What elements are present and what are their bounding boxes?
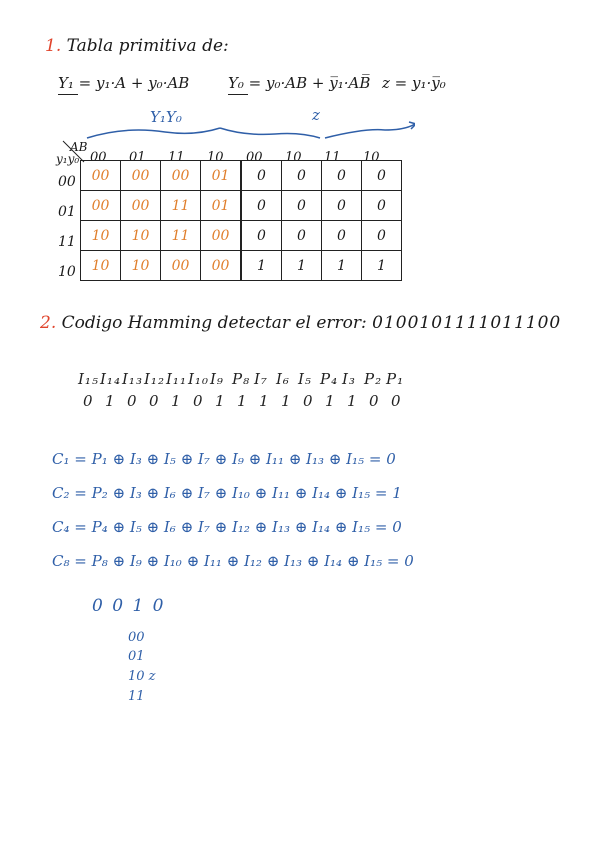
bit-value: 1 bbox=[281, 392, 292, 410]
kmap-cell: 0 bbox=[241, 191, 282, 221]
section1-number: 1. bbox=[45, 36, 62, 56]
check-name: C₄ bbox=[52, 518, 70, 536]
kmap-cell: 0 bbox=[282, 221, 322, 251]
kmap-cell: 10 bbox=[121, 251, 161, 281]
kmap-cell: 0 bbox=[362, 191, 402, 221]
check-expr: = P₈ ⊕ I₉ ⊕ I₁₀ ⊕ I₁₁ ⊕ I₁₂ ⊕ I₁₃ ⊕ I₁₄ ⊕ I₁₅ bbox=[74, 552, 383, 570]
kmap-cell: 0 bbox=[241, 221, 282, 251]
kmap-row-header: 00 bbox=[58, 174, 76, 190]
kmap-cell: 10 bbox=[81, 221, 121, 251]
kmap-cell: 00 bbox=[81, 191, 121, 221]
bit-label: I₃ bbox=[342, 370, 356, 388]
bit-value: 0 bbox=[369, 392, 380, 410]
kmap-corner-y: y₁y₀ bbox=[56, 152, 80, 166]
check-expr: = P₂ ⊕ I₃ ⊕ I₆ ⊕ I₇ ⊕ I₁₀ ⊕ I₁₁ ⊕ I₁₄ ⊕ I₁₅ bbox=[74, 484, 371, 502]
bit-label: I₁₃ bbox=[122, 370, 143, 388]
kmap-cell: 0 bbox=[322, 161, 362, 191]
kmap-cell: 0 bbox=[282, 161, 322, 191]
group-braces bbox=[85, 118, 415, 148]
check-result: = 0 bbox=[386, 552, 414, 570]
kmap-cell: 1 bbox=[241, 251, 282, 281]
kmap-row-header: 10 bbox=[58, 264, 76, 280]
bit-value: 0 bbox=[391, 392, 402, 410]
equation-y0: Y₀ = y₀·AB + y̅₁·AB̅ bbox=[228, 74, 371, 92]
kmap-row bbox=[81, 161, 402, 191]
kmap-col-header: 00 bbox=[90, 150, 107, 165]
bit-label: P₂ bbox=[364, 370, 383, 388]
kmap-cell: 01 bbox=[201, 191, 242, 221]
kmap-cell: 10 bbox=[121, 221, 161, 251]
bit-value: 1 bbox=[325, 392, 336, 410]
kmap-row-header: 11 bbox=[58, 234, 76, 250]
kmap-cell: 0 bbox=[362, 221, 402, 251]
section1-heading bbox=[45, 36, 229, 56]
kmap-cell: 00 bbox=[161, 251, 201, 281]
kmap-corner-ab: AB bbox=[70, 140, 88, 154]
underline-y0 bbox=[228, 94, 248, 95]
kmap-row bbox=[81, 221, 402, 251]
kmap-cell: 1 bbox=[322, 251, 362, 281]
bit-value: 1 bbox=[105, 392, 116, 410]
section2-number: 2. bbox=[40, 313, 57, 333]
check-result: = 0 bbox=[374, 518, 402, 536]
kmap-cell: 00 bbox=[121, 191, 161, 221]
kmap-row bbox=[81, 191, 402, 221]
bit-label: I₁₁ bbox=[166, 370, 187, 388]
bit-label: I₉ bbox=[210, 370, 224, 388]
kmap-row-header: 01 bbox=[58, 204, 76, 220]
bit-label: I₅ bbox=[298, 370, 312, 388]
bit-value: 1 bbox=[259, 392, 270, 410]
kmap-cell: 11 bbox=[161, 221, 201, 251]
equation-z: z = y₁·y̅₀ bbox=[382, 74, 446, 92]
group-label-y1y0: Y₁Y₀ bbox=[150, 108, 182, 126]
check-c1 bbox=[52, 450, 396, 468]
kmap-cell: 00 bbox=[121, 161, 161, 191]
binary-list-item: 01 bbox=[128, 649, 145, 664]
bit-label: P₄ bbox=[320, 370, 339, 388]
kmap-row bbox=[81, 251, 402, 281]
kmap-col-header: 01 bbox=[129, 150, 146, 165]
kmap-cell: 00 bbox=[161, 161, 201, 191]
kmap-cell: 1 bbox=[282, 251, 322, 281]
hamming-labels-row bbox=[78, 370, 408, 388]
kmap-cell: 0 bbox=[241, 161, 282, 191]
kmap-cell: 00 bbox=[201, 221, 242, 251]
kmap-cell: 00 bbox=[201, 251, 242, 281]
bit-value: 0 bbox=[149, 392, 160, 410]
result-code: 0 0 1 0 bbox=[92, 596, 166, 616]
check-result: = 0 bbox=[368, 450, 396, 468]
check-name: C₁ bbox=[52, 450, 70, 468]
binary-list-item: 10 z bbox=[128, 669, 156, 684]
kmap-table bbox=[80, 160, 402, 281]
kmap-cell: 0 bbox=[322, 191, 362, 221]
kmap-col-header: 11 bbox=[168, 150, 185, 165]
kmap-col-header: 10 bbox=[285, 150, 302, 165]
check-c8 bbox=[52, 552, 414, 570]
kmap-col-header: 10 bbox=[207, 150, 224, 165]
bit-label: P₈ bbox=[232, 370, 251, 388]
bit-label: P₁ bbox=[386, 370, 405, 388]
kmap-cell: 1 bbox=[362, 251, 402, 281]
bit-value: 0 bbox=[83, 392, 94, 410]
section2-code: 0100101111011100 bbox=[372, 313, 562, 333]
kmap-col-header: 00 bbox=[246, 150, 263, 165]
equation-y1: Y₁ = y₁·A + y₀·AB bbox=[58, 74, 190, 92]
bit-value: 0 bbox=[127, 392, 138, 410]
bit-value: 1 bbox=[237, 392, 248, 410]
kmap-cell: 11 bbox=[161, 191, 201, 221]
kmap-cell: 00 bbox=[81, 161, 121, 191]
bit-value: 0 bbox=[193, 392, 204, 410]
bit-label: I₁₂ bbox=[144, 370, 165, 388]
bit-value: 1 bbox=[347, 392, 358, 410]
bit-label: I₁₀ bbox=[188, 370, 209, 388]
bit-value: 0 bbox=[303, 392, 314, 410]
check-name: C₈ bbox=[52, 552, 70, 570]
bit-label: I₆ bbox=[276, 370, 290, 388]
bit-label: I₁₄ bbox=[100, 370, 121, 388]
bit-value: 1 bbox=[171, 392, 182, 410]
section2-heading bbox=[40, 313, 561, 333]
binary-list-item: 00 bbox=[128, 630, 145, 645]
underline-y1 bbox=[58, 94, 78, 95]
section1-title: Tabla primitiva de: bbox=[66, 36, 229, 56]
kmap-col-header: 10 bbox=[363, 150, 380, 165]
bit-label: I₇ bbox=[254, 370, 268, 388]
kmap-cell: 0 bbox=[362, 161, 402, 191]
kmap-col-header: 11 bbox=[324, 150, 341, 165]
check-expr: = P₄ ⊕ I₅ ⊕ I₆ ⊕ I₇ ⊕ I₁₂ ⊕ I₁₃ ⊕ I₁₄ ⊕ I₁₅ bbox=[74, 518, 371, 536]
check-c4 bbox=[52, 518, 402, 536]
section2-title: Codigo Hamming detectar el error: bbox=[61, 313, 367, 333]
group-label-z: z bbox=[312, 106, 320, 124]
check-c2 bbox=[52, 484, 402, 502]
check-name: C₂ bbox=[52, 484, 70, 502]
bit-label: I₁₅ bbox=[78, 370, 99, 388]
kmap-cell: 01 bbox=[201, 161, 242, 191]
kmap-cell: 0 bbox=[282, 191, 322, 221]
kmap-cell: 10 bbox=[81, 251, 121, 281]
check-result: = 1 bbox=[374, 484, 402, 502]
binary-list-item: 11 bbox=[128, 689, 145, 704]
kmap-cell: 0 bbox=[322, 221, 362, 251]
check-expr: = P₁ ⊕ I₃ ⊕ I₅ ⊕ I₇ ⊕ I₉ ⊕ I₁₁ ⊕ I₁₃ ⊕ I₁₅ bbox=[74, 450, 365, 468]
bit-value: 1 bbox=[215, 392, 226, 410]
hamming-bits-row bbox=[83, 392, 413, 410]
